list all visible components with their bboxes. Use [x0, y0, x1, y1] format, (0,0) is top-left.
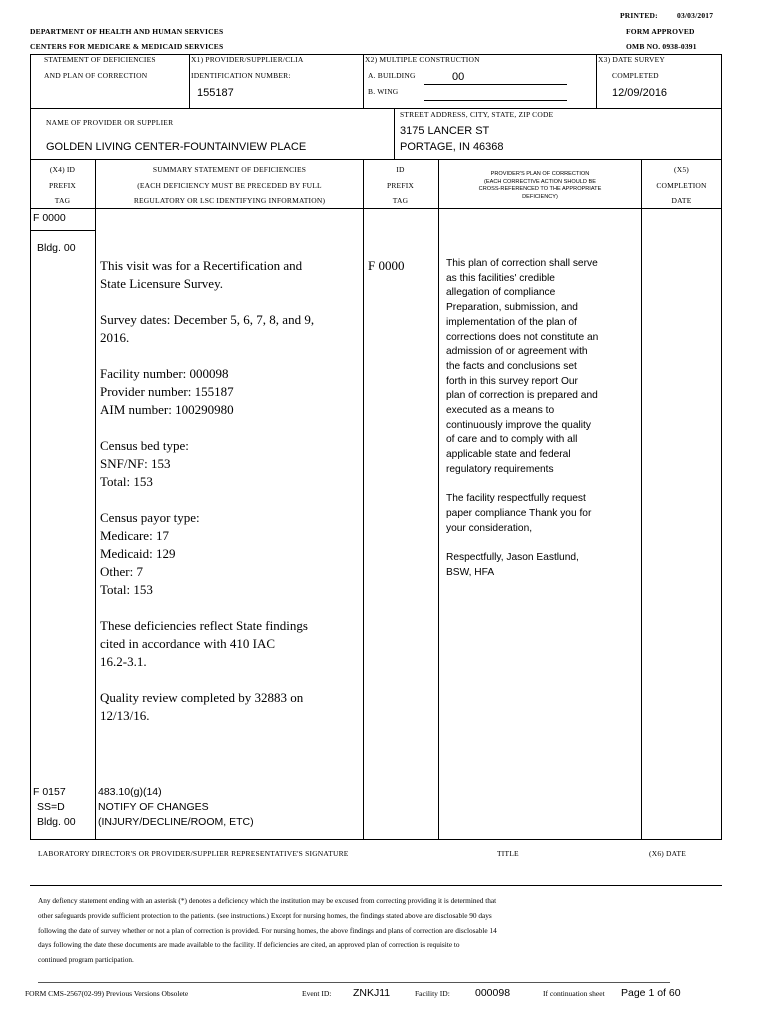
x6-date-label: (X6) DATE	[649, 849, 687, 858]
regulation-title: NOTIFY OF CHANGES	[98, 801, 209, 813]
x4-tag-label: TAG	[54, 196, 71, 205]
id-tag-f0000: F 0000	[368, 258, 405, 273]
x5-label: (X5)	[674, 165, 689, 174]
summary-line	[100, 419, 314, 437]
tag-f0157: F 0157	[33, 786, 66, 798]
id-prefix-label: PREFIX	[386, 181, 415, 190]
summary-line: Total: 153	[100, 582, 153, 597]
disclaimer-line: Any defiency statement ending with an asterisk (*) denotes a deficiency which the institution may be excused from correcting providing it is determined that	[38, 896, 497, 905]
survey-date: 12/09/2016	[612, 87, 668, 99]
regulation-block	[98, 785, 254, 830]
plan-label: PROVIDER'S PLAN OF CORRECTION	[490, 171, 590, 177]
summary-line: Other: 7	[100, 564, 143, 579]
plan-line: continuously improve the quality	[446, 419, 591, 431]
plan-sub-label-3: DEFICIENCY)	[522, 194, 558, 200]
provider-name-label: NAME OF PROVIDER OR SUPPLIER	[46, 118, 174, 127]
plan-line	[446, 478, 598, 493]
facility-id-label: Facility ID:	[415, 989, 450, 998]
summary-line	[100, 293, 314, 311]
form-number: FORM CMS-2567(02-99) Previous Versions Obsolete	[25, 989, 189, 998]
plan-line: This plan of correction shall serve	[446, 258, 598, 269]
event-id-label: Event ID:	[302, 989, 332, 998]
address-label: STREET ADDRESS, CITY, STATE, ZIP CODE	[400, 110, 554, 119]
disclaimer-line: following the date of survey whether or not a plan of correction is provided. For nursing homes, the above findings and plans of correction are disclosable 14	[38, 925, 497, 935]
plan-line	[446, 536, 598, 551]
address-street: 3175 LANCER ST	[400, 125, 490, 137]
plan-line: Respectfully, Jason Eastlund,	[446, 552, 579, 564]
summary-sub-label-2: REGULATORY OR LSC IDENTIFYING INFORMATION)	[133, 196, 326, 205]
signature-label: LABORATORY DIRECTOR'S OR PROVIDER/SUPPLIER REPRESENTATIVE'S SIGNATURE	[38, 849, 349, 858]
summary-line: Total: 153	[100, 474, 153, 489]
summary-line: 16.2-3.1.	[100, 654, 147, 669]
plan-line: BSW, HFA	[446, 566, 495, 578]
plan-sub-label-2: CROSS-REFERENCED TO THE APPROPRIATE	[478, 186, 602, 192]
summary-line: Survey dates: December 5, 6, 7, 8, and 9,	[100, 312, 315, 327]
summary-label: SUMMARY STATEMENT OF DEFICIENCIES	[152, 165, 307, 174]
id-tag-label: TAG	[392, 196, 409, 205]
summary-line: AIM number: 100290980	[100, 402, 234, 417]
title-label: TITLE	[497, 849, 519, 858]
x4-id-label: (X4) ID	[49, 165, 76, 174]
tag-f0157-block	[33, 785, 76, 830]
summary-line: This visit was for a Recertification and	[100, 258, 303, 273]
plan-line: plan of correction is prepared and	[446, 390, 598, 402]
date-label: DATE	[671, 196, 692, 205]
summary-sub-label: (EACH DEFICIENCY MUST BE PRECEDED BY FULL	[137, 181, 322, 190]
x2-label: X2) MULTIPLE CONSTRUCTION	[365, 55, 480, 64]
plan-line: of care and to comply with all	[446, 434, 578, 446]
wing-label: B. WING	[368, 87, 399, 96]
plan-line: The facility respectfully request	[446, 493, 586, 505]
form-approved: FORM APPROVED	[626, 27, 695, 36]
tag-f0000: F 0000	[33, 212, 66, 224]
plan-line: implementation of the plan of	[446, 316, 577, 328]
summary-line	[100, 491, 314, 509]
summary-line: SNF/NF: 153	[100, 456, 171, 471]
x1-label: X1) PROVIDER/SUPPLIER/CLIA	[191, 55, 304, 64]
printed-label: PRINTED:	[620, 11, 658, 20]
summary-line	[100, 599, 314, 617]
centers-name: CENTERS FOR MEDICARE & MEDICAID SERVICES	[30, 42, 224, 51]
identification-label: IDENTIFICATION NUMBER:	[191, 71, 291, 80]
summary-line: 2016.	[100, 330, 130, 345]
plan-line: regulatory requirements	[446, 463, 554, 475]
summary-line: Census bed type:	[100, 438, 189, 453]
id-label: ID	[396, 165, 405, 174]
scope-severity: SS=D	[37, 801, 65, 813]
plan-line: paper compliance Thank you for	[446, 507, 592, 519]
plan-line: admission of or agreement with	[446, 346, 588, 358]
x4-prefix-label: PREFIX	[48, 181, 77, 190]
plan-sub-label-1: (EACH CORRECTIVE ACTION SHOULD BE	[484, 179, 596, 185]
summary-line	[100, 347, 314, 365]
summary-line: Medicaid: 129	[100, 546, 176, 561]
plan-line: as this facilities' credible	[446, 272, 555, 284]
summary-line: State Licensure Survey.	[100, 276, 223, 291]
x3-label: X3) DATE SURVEY	[598, 55, 665, 64]
omb-number: OMB NO. 0938-0391	[626, 42, 697, 51]
event-id: ZNKJ11	[353, 987, 391, 999]
plan-line: executed as a means to	[446, 405, 555, 417]
continuation-label: If continuation sheet	[543, 989, 605, 998]
building-value: 00	[452, 71, 465, 83]
plan-line: applicable state and federal	[446, 449, 571, 461]
summary-line: Quality review completed by 32883 on	[100, 690, 304, 705]
disclaimer-line: other safeguards provide sufficient protection to the patients. (see instructions.) Except for nursing homes, the findings stated above are disclosable 90 days	[38, 910, 492, 920]
summary-line: Census payor type:	[100, 510, 200, 525]
disclaimer-line: days following the date these documents are made available to the facility. If deficiencies are cited, an approved plan of correction is requisite to	[38, 940, 460, 950]
building-label: A. BUILDING	[368, 71, 416, 80]
facility-id: 000098	[475, 987, 511, 999]
plan-label: AND PLAN OF CORRECTION	[44, 71, 148, 80]
plan-line: forth in this survey report Our	[446, 375, 578, 387]
printed-date: 03/03/2017	[677, 11, 714, 20]
summary-line: 12/13/16.	[100, 708, 150, 723]
summary-line: Facility number: 000098	[100, 366, 229, 381]
address-city: PORTAGE, IN 46368	[400, 141, 504, 153]
department-name: DEPARTMENT OF HEALTH AND HUMAN SERVICES	[30, 27, 224, 36]
summary-text	[100, 257, 314, 725]
plan-line: the facts and conclusions set	[446, 360, 577, 372]
summary-line: These deficiencies reflect State findings	[100, 618, 308, 633]
statement-label: STATEMENT OF DEFICIENCIES	[44, 55, 156, 64]
completion-label: COMPLETION	[656, 181, 707, 190]
completed-label: COMPLETED	[612, 71, 659, 80]
provider-name: GOLDEN LIVING CENTER-FOUNTAINVIEW PLACE	[46, 141, 307, 153]
plan-line: Preparation, submission, and	[446, 302, 578, 314]
disclaimer-line: continued program participation.	[38, 955, 134, 965]
summary-line: cited in accordance with 410 IAC	[100, 636, 276, 651]
summary-line: Medicare: 17	[100, 528, 169, 543]
plan-line: allegation of compliance	[446, 287, 556, 299]
regulation-number: 483.10(g)(14)	[98, 786, 162, 798]
plan-line: corrections does not constitute an	[446, 331, 599, 343]
summary-line	[100, 671, 314, 689]
building-tag-1: Bldg. 00	[37, 242, 76, 254]
plan-of-correction-text	[446, 257, 598, 580]
summary-line: Provider number: 155187	[100, 384, 234, 399]
disclaimer	[38, 894, 497, 968]
provider-number: 155187	[197, 87, 234, 99]
building-tag-2: Bldg. 00	[37, 816, 76, 828]
plan-line: your consideration,	[446, 522, 533, 534]
regulation-subtitle: (INJURY/DECLINE/ROOM, ETC)	[98, 816, 254, 828]
page-number: Page 1 of 60	[621, 987, 681, 999]
